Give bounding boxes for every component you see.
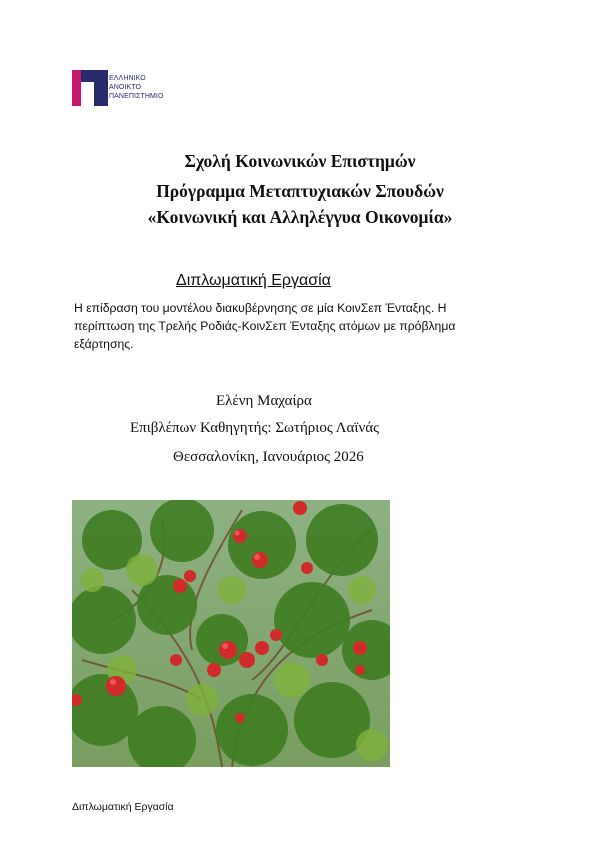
subject-line-2: περίπτωση της Τρελής Ροδιάς-ΚοινΣεπ Ένταξης ατόμων με πρόβλημα — [74, 319, 456, 333]
document-type: Διπλωματική Εργασία — [176, 272, 331, 289]
logo-line-3: ΠΑΝΕΠΙΣΤΗΜΙΟ — [109, 93, 164, 100]
supervisor: Επιβλέπων Καθηγητής: Σωτήριος Λαϊνάς — [130, 420, 380, 436]
logo-line-1: ΕΛΛΗΝΙΚΟ — [109, 75, 146, 82]
thesis-subject — [74, 299, 474, 353]
cover-photo-pomegranate-tree — [72, 500, 390, 767]
program-title: Πρόγραμμα Μεταπτυχιακών Σπουδών — [156, 181, 444, 201]
university-logo — [72, 70, 172, 110]
place-date: Θεσσαλονίκη, Ιανουάριος 2026 — [173, 449, 364, 465]
school-title: Σχολή Κοινωνικών Επιστημών — [184, 151, 416, 171]
logo-text — [109, 74, 164, 101]
subject-line-1: Η επίδραση του μοντέλου διακυβέρνησης σε μία ΚοινΣεπ Ένταξης. Η — [74, 301, 447, 315]
page-footer: Διπλωματική Εργασία — [72, 801, 174, 813]
program-name: «Κοινωνική και Αλληλέγγυα Οικονομία» — [147, 207, 453, 227]
logo-line-2: ΑΝΟΙΚΤΟ — [109, 84, 142, 91]
author-name: Ελένη Μαχαίρα — [216, 393, 312, 409]
university-logo-icon — [72, 70, 108, 106]
subject-line-3: εξάρτησης. — [74, 337, 134, 351]
pomegranate-tree-image — [72, 500, 390, 767]
